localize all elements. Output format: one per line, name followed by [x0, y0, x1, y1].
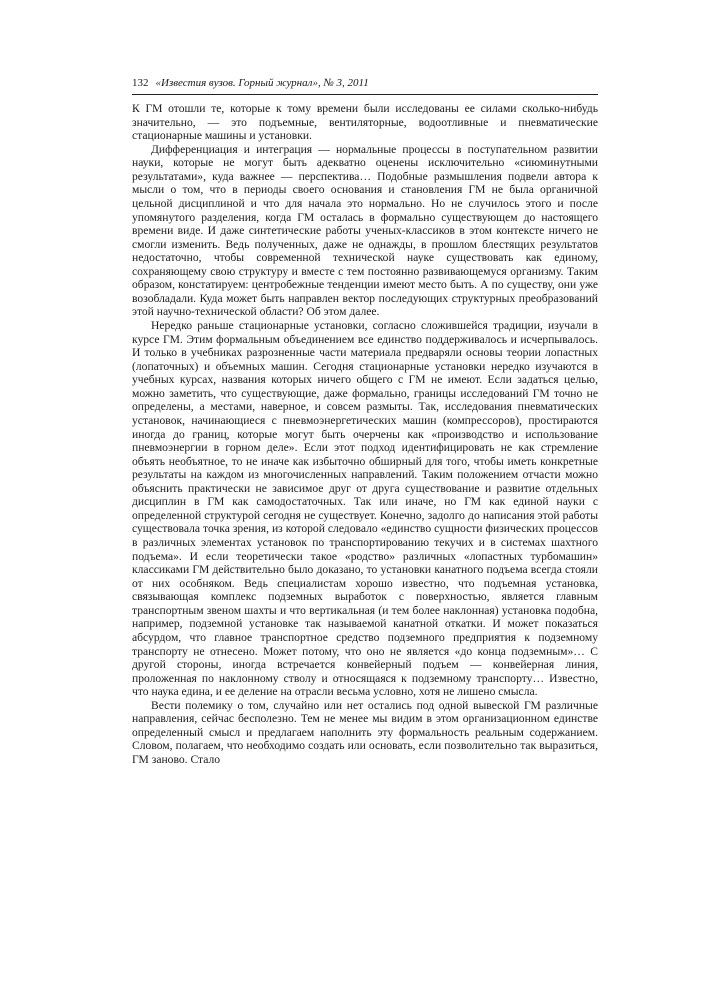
page-number: 132	[132, 77, 149, 89]
paragraph: Дифференциация и интеграция — нормальные процессы в поступательном развитии науки, которые не могут быть адекватно оценены исключительно «сиюминутными результатами», куда важнее — перспектива… Подобные размышления подвели автора к мысли о том, что в периоды своего основания и становления ГМ не была органичной цельной дисциплиной и что для начала это нормально. Но не случилось этого и после упомянутого разделения, когда ГМ осталась в формально существующем до настоящего времени виде. И даже синтетические работы ученых-классиков в этом контексте ничего не смогли изменить. Ведь полученных, даже не однажды, в прошлом блестящих результатов недостаточно, чтобы современной технической науке существовать как единому, сохраняющему свою структуру и вместе с тем постоянно развивающемуся организму. Таким образом, констатируем: центробежные тенденции имеют место быть. А по существу, они уже возобладали. Куда может быть направлен вектор последующих структурных преобразований этой научно-технической области? Об этом далее.	[132, 142, 598, 319]
paragraph: К ГМ отошли те, которые к тому времени были исследованы ее силами сколько-нибудь значительно, — это подъемные, вентиляторные, водоотливные и пневматические стационарные машины и установки.	[132, 102, 598, 143]
running-header	[132, 76, 598, 95]
article-body	[132, 102, 598, 767]
journal-title: «Известия вузов. Горный журнал», № 3, 2011	[155, 77, 369, 89]
journal-page	[132, 76, 598, 767]
paragraph: Вести полемику о том, случайно или нет остались под одной вывеской ГМ различные направления, сейчас бесполезно. Тем не менее мы видим в этом организационном единстве определенный смысл и предлагаем наполнить эту формальность реальным содержанием. Словом, полагаем, что необходимо создать или основать, если позволительно так выразиться, ГМ заново. Стало	[132, 698, 598, 766]
paragraph: Нередко раньше стационарные установки, согласно сложившейся традиции, изучали в курсе ГМ. Этим формальным объединением все единство поддерживалось и исчерпывалось. И только в учебниках разрозненные части материала предваряли основы теории лопастных (лопаточных) и объемных машин. Сегодня стационарные установки нередко изучаются в учебных курсах, названия которых ничего общего с ГМ не имеют. Если задаться целью, можно заметить, что существующие, даже формально, границы исследований ГМ точно не определены, а местами, наверное, и совсем размыты. Так, исследования пневматических установок, начинающиеся с пневмоэнергетических машин (компрессоров), простираются иногда до границ, которые могут быть очерчены как «производство и использование пневмоэнергии в горном деле». Если этот подход идентифицировать не как стремление объять необъятное, то не иначе как избыточно обширный для того, чтобы иметь конкретные результаты на каждом из многочисленных направлений. Таким положением отчасти можно объяснить практически не зависимое друг от друга существование и развитие отдельных дисциплин в ГМ как самодостаточных. Так или иначе, но ГМ как единой науки с определенной структурой сегодня не существует. Конечно, задолго до написания этой работы существовала точка зрения, из которой следовало «единство сущности физических процессов в различных элементах установок по транспортированию текучих и в системах шахтного подъема». И если теоретически такое «родство» различных «лопастных турбомашин» классиками ГМ действительно было доказано, то установки канатного подъема всегда стояли от них особняком. Ведь специалистам хорошо известно, что подъемная установка, связывающая комплекс подземных выработок с поверхностью, является главным транспортным звеном шахты и что вертикальная (и тем более наклонная) установка подобна, например, подземной установке так называемой канатной откатки. И может показаться абсурдом, что главное транспортное средство подземного предприятия к подземному транспорту не отнесено. Может потому, что оно не является «до конца подземным»… С другой стороны, иногда встречается конвейерный подъем — конвейерная линия, проложенная по наклонному стволу и относящаяся к подземному транспорту… Известно, что наука едина, и ее деление на отрасли весьма условно, хотя не лишено смысла.	[132, 319, 598, 699]
